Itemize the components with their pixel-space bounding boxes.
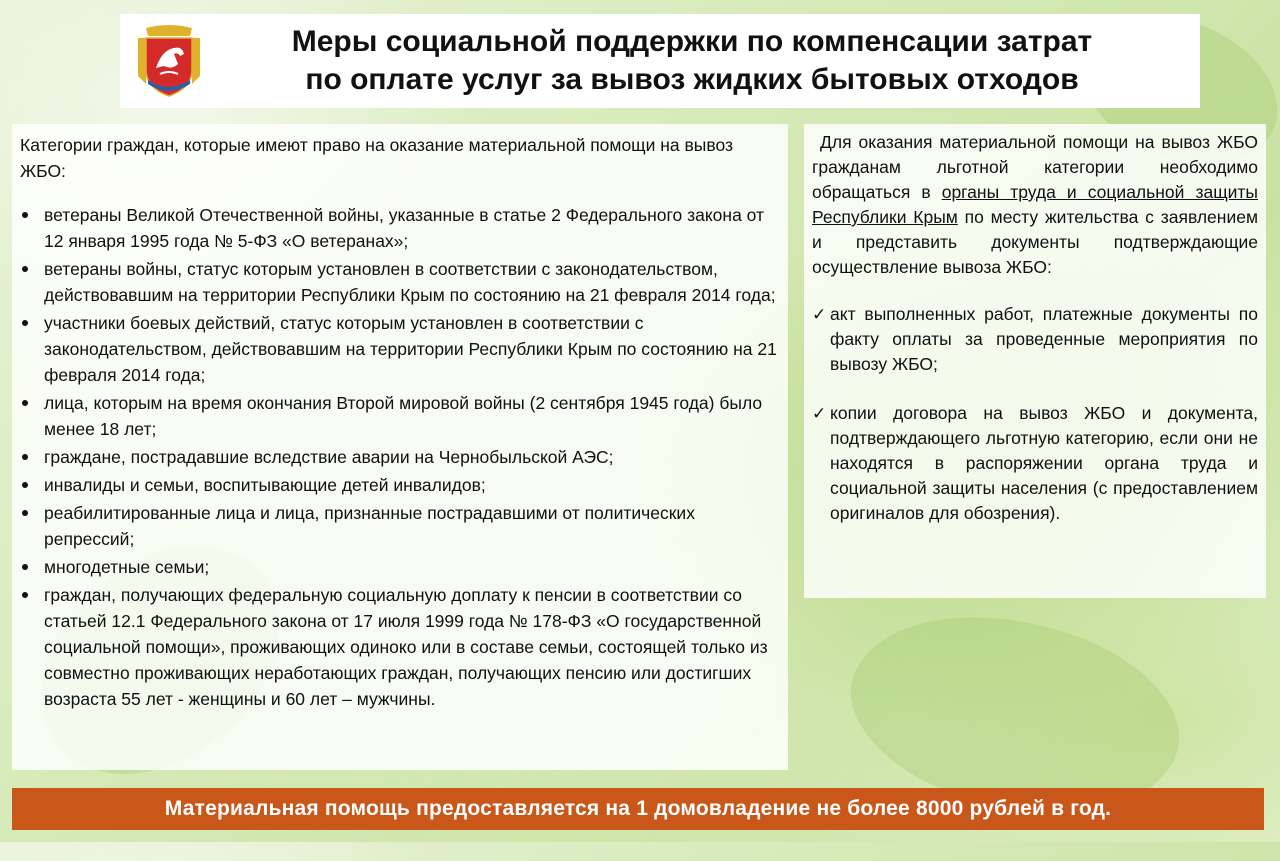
title-banner xyxy=(120,14,1200,108)
category-item: ветераны Великой Отечественной войны, указанные в статье 2 Федерального закона от 12 января 1995 года № 5-ФЗ «О ветеранах»; xyxy=(20,202,778,254)
document-item xyxy=(812,401,1258,526)
instructions-text-end: по месту жительства с заявлением и представить документы подтверждающие осуществление вывоза ЖБО: xyxy=(812,207,1258,277)
page-title-line-2: по оплате услуг за вывоз жидких бытовых отходов xyxy=(305,63,1079,96)
category-item: инвалиды и семьи, воспитывающие детей инвалидов; xyxy=(20,472,778,498)
category-item: участники боевых действий, статус которым установлен в соответствии с законодательством, действовавшим на территории Республики Крым по состоянию на 21 февраля 2014 года; xyxy=(20,310,778,388)
document-item-text: акт выполненных работ, платежные документы по факту оплаты за проведенные мероприятия по вывозу ЖБО; xyxy=(830,304,1258,374)
category-item: многодетные семьи; xyxy=(20,554,778,580)
instructions-intro xyxy=(812,130,1258,280)
categories-list xyxy=(20,202,778,712)
crimea-coat-of-arms-icon xyxy=(134,24,204,98)
category-item: граждан, получающих федеральную социальную доплату к пенсии в соответствии со статьей 12.1 Федерального закона от 17 июля 1999 года № 178-ФЗ «О государственной социальной помощи», проживающих одиноко или в составе семьи, состоящей только из совместно проживающих неработающих граждан, получающих пенсию или достигших возраста 55 лет - женщины и 60 лет – мужчины. xyxy=(20,582,778,712)
required-documents-list xyxy=(812,302,1258,526)
category-item: ветераны войны, статус которым установлен в соответствии с законодательством, действовавшим на территории Республики Крым по состоянию на 21 февраля 2014 года; xyxy=(20,256,778,308)
categories-intro: Категории граждан, которые имеют право на оказание материальной помощи на вывоз ЖБО: xyxy=(20,135,734,181)
footer-text: Материальная помощь предоставляется на 1 домовладение не более 8000 рублей в год. xyxy=(164,797,1112,820)
checkmark-icon: ✓ xyxy=(812,305,827,324)
checkmark-icon: ✓ xyxy=(812,404,827,423)
application-instructions-panel xyxy=(804,124,1266,598)
document-item-text: копии договора на вывоз ЖБО и документа, подтверждающего льготную категорию, если они не находятся в распоряжении органа труда и социальной защиты населения (с предоставлением оригиналов для обозрения). xyxy=(830,403,1258,523)
document-item xyxy=(812,302,1258,377)
instructions-text-start: Для оказания материальной помощи на вывоз ЖБО гражданам льготной категории необходимо обращаться в xyxy=(812,132,1258,202)
category-item: лица, которым на время окончания Второй мировой войны (2 сентября 1945 года) было менее 18 лет; xyxy=(20,390,778,442)
footer-banner xyxy=(12,788,1264,830)
category-item: граждане, пострадавшие вследствие аварии на Чернобыльской АЭС; xyxy=(20,444,778,470)
category-item: реабилитированные лица и лица, признанные пострадавшими от политических репрессий; xyxy=(20,500,778,552)
page-title-line-1: Меры социальной поддержки по компенсации затрат xyxy=(291,25,1093,58)
labor-social-protection-link[interactable]: органы труда и социальной защиты Республики Крым xyxy=(812,182,1258,227)
eligible-categories-panel xyxy=(12,124,788,770)
